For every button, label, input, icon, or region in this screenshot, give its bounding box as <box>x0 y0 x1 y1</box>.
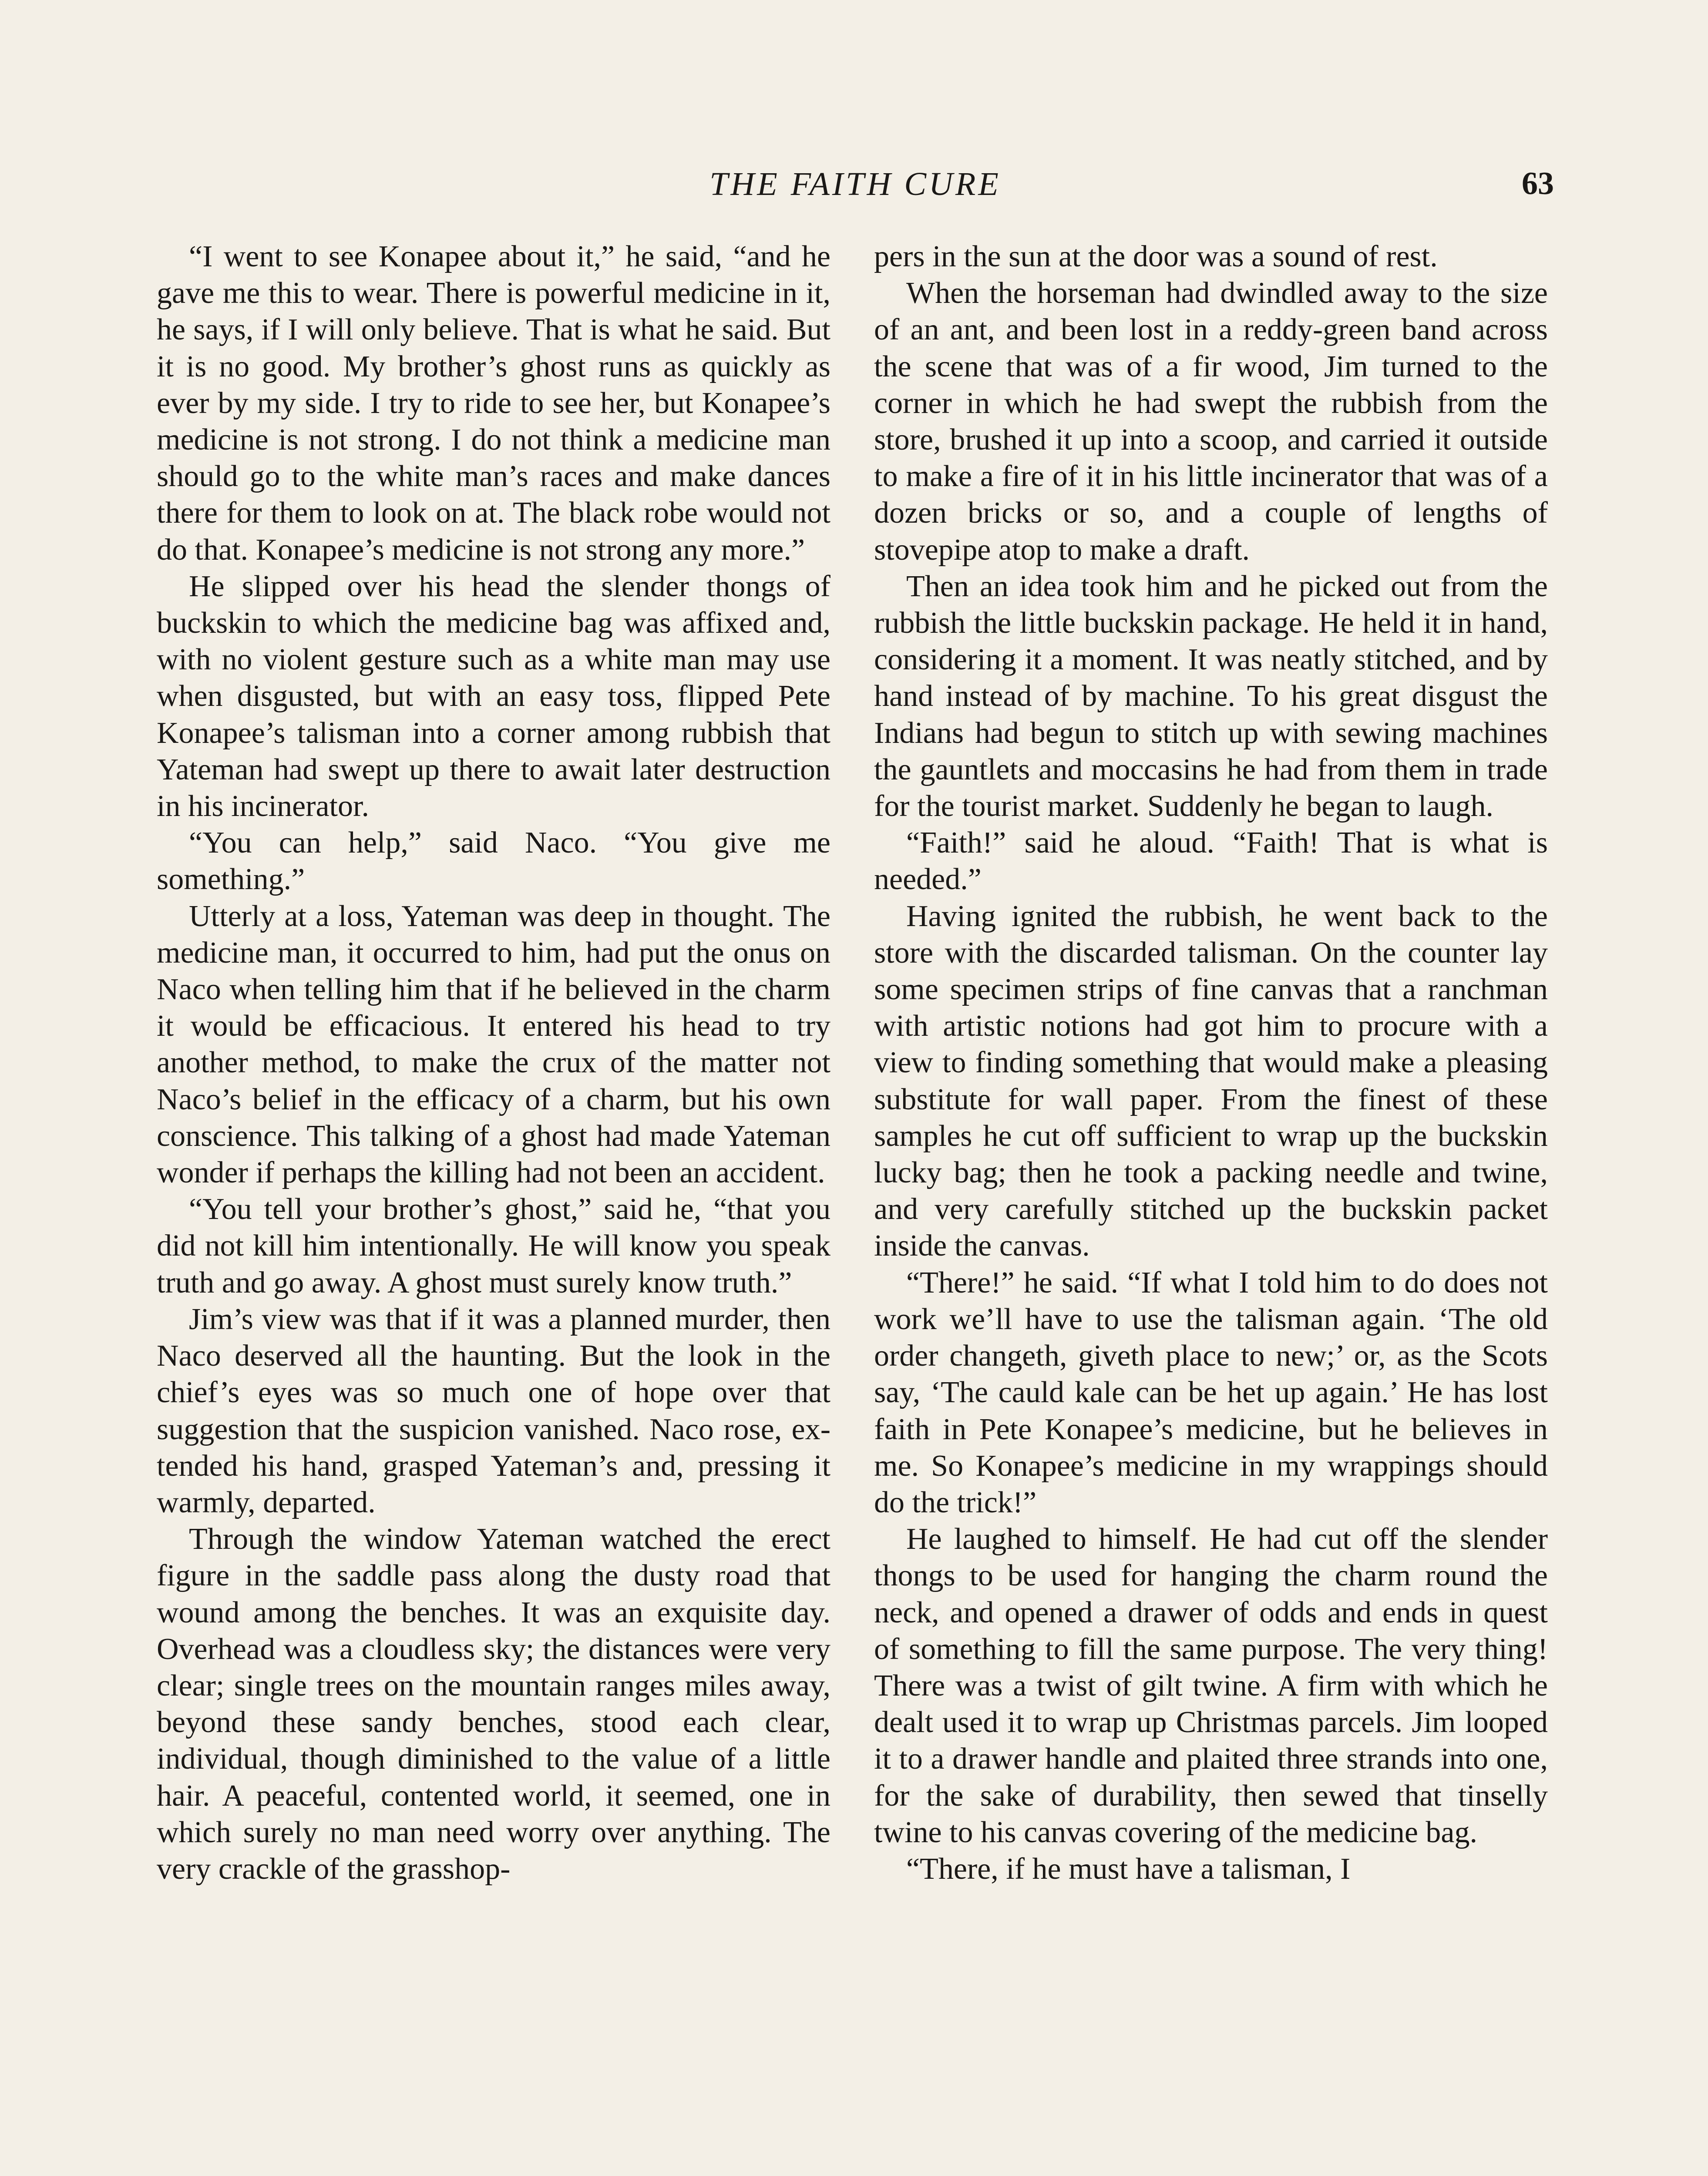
running-title: THE FAITH CURE <box>709 166 1001 202</box>
right-column <box>874 238 1548 1887</box>
page-header <box>157 165 1554 213</box>
paragraph: “You can help,” said Naco. “You give me something.” <box>157 826 830 897</box>
left-column <box>157 238 830 1887</box>
paragraph: “There, if he must have a talisman, I <box>906 1852 1351 1886</box>
paragraph: “You tell your brother’s ghost,” said he, “that you did not kill him intentionally. He will know you speak truth and go away. A ghost must surely know truth.” <box>157 1192 830 1300</box>
paragraph: He laughed to himself. He had cut off the slender thongs to be used for hanging the charm round the neck, and opened a drawer of odds and ends in quest of something to fill the same purpose. The very thing! There was a twist of gilt twine. A firm with which he dealt used it to wrap up Christmas parcels. Jim looped it to a drawer handle and plaited three strands into one, for the sake of durability, then sewed that tinselly twine to his canvas covering of the medicine bag. <box>874 1522 1548 1849</box>
paragraph: When the horseman had dwindled away to the size of an ant, and been lost in a reddy-green band across the scene that was of a fir wood, Jim turned to the corner in which he had swept the rubbish from the store, brushed it up into a scoop, and carried it outside to make a fire of it in his little incinerator that was of a dozen bricks or so, and a couple of lengths of stovepipe atop to make a draft. <box>874 276 1548 567</box>
paragraph: “I went to see Konapee about it,” he said, “and he gave me this to wear. There is powerful medicine in it, he says, if I will only believe. That is what he said. But it is no good. My brother’s ghost runs as quickly as ever by my side. I try to ride to see her, but Konapee’s medicine is not strong. I do not think a medicine man should go to the white man’s races and make dances there for them to look on at. The black robe would not do that. Konapee’s medicine is not strong any more.” <box>157 240 830 567</box>
paragraph: “Faith!” said he aloud. “Faith! That is what is needed.” <box>874 826 1548 897</box>
paragraph: Having ignited the rubbish, he went back to the store with the discarded talisman. On the counter lay some specimen strips of fine canvas that a ranchman with artistic notions had got him to procure with a view to finding something that would make a pleasing substitute for wall paper. From the finest of these samples he cut off sufficient to wrap up the buckskin lucky bag; then he took a packing needle and twine, and very carefully stitched up the buckskin packet inside the canvas. <box>874 899 1548 1263</box>
paragraph: He slipped over his head the slender thongs of buckskin to which the medicine bag was affixed and, with no violent gesture such as a white man may use when disgusted, but with an easy toss, flipped Pete Konapee’s talisman into a corner among rubbish that Yateman had swept up there to await later destruction in his incinerator. <box>157 569 830 823</box>
paragraph: Through the window Yateman watched the erect figure in the saddle pass along the dusty road that wound among the benches. It was an exquisite day. Overhead was a cloudless sky; the distances were very clear; single trees on the mountain ranges miles away, beyond these sandy benches, stood each clear, individual, though diminished to the value of a little hair. A peaceful, contented world, it seemed, one in which surely no man need worry over anything. The very crackle of the grasshop- <box>157 1522 830 1886</box>
paragraph: Jim’s view was that if it was a planned murder, then Naco deserved all the haunting. But the look in the chief’s eyes was so much one of hope over that suggestion that the suspicion vanished. Naco rose, extended his hand, grasped Yateman’s and, pressing it warmly, departed. <box>157 1302 830 1519</box>
paragraph: “There!” he said. “If what I told him to do does not work we’ll have to use the talisman again. ‘The old order changeth, giveth place to new;’ or, as the Scots say, ‘The cauld kale can be het up again.’ He has lost faith in Pete Konapee’s medicine, but he believes in me. So Konapee’s medicine in my wrappings should do the trick!” <box>874 1266 1548 1519</box>
page-number: 63 <box>1522 166 1554 201</box>
paragraph: Then an idea took him and he picked out from the rubbish the little buckskin package. He held it in hand, considering it a moment. It was neatly stitched, and by hand instead of by machine. To his great disgust the Indians had begun to stitch up with sewing machines the gauntlets and moccasins he had from them in trade for the tourist market. Suddenly he began to laugh. <box>874 569 1548 823</box>
continued-paragraph: pers in the sun at the door was a sound of rest. <box>874 240 1438 273</box>
paragraph: Utterly at a loss, Yateman was deep in thought. The medicine man, it occurred to him, had put the onus on Naco when telling him that if he believed in the charm it would be efficacious. It entered his head to try another method, to make the crux of the matter not Naco’s belief in the efficacy of a charm, but his own conscience. This talking of a ghost had made Yateman wonder if perhaps the killing had not been an accident. <box>157 899 830 1190</box>
